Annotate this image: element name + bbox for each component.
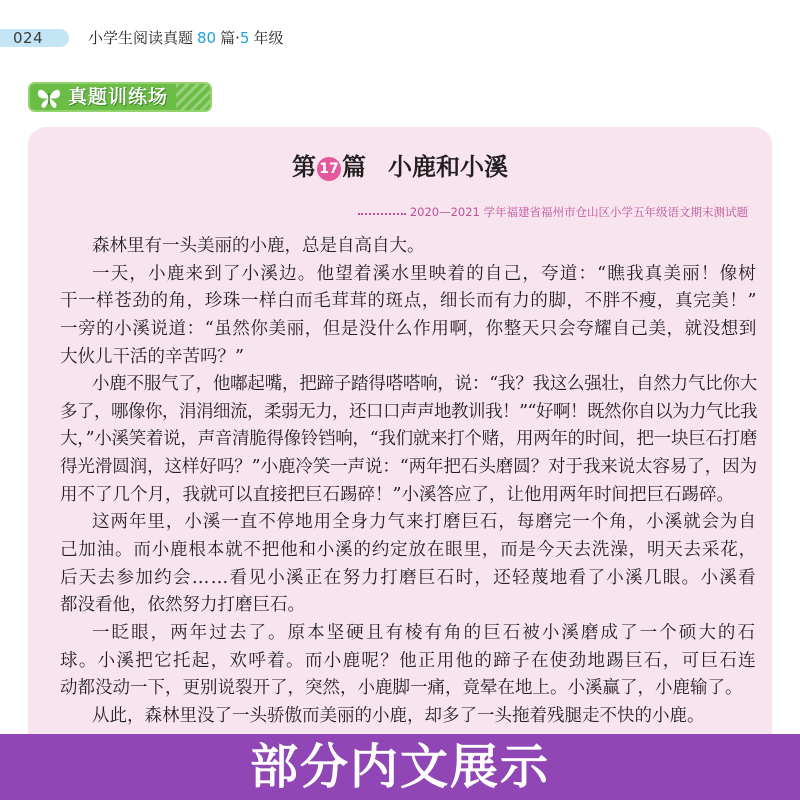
- source-text: 2020—2021 学年福建省福州市仓山区小学五年级语文期末测试题: [409, 205, 748, 219]
- text-line-content: 大伙儿干活的辛苦吗？”: [60, 346, 244, 367]
- text-line-content: 一天，小鹿来到了小溪边。他望着溪水里映着的自己，夸道：“瞧我真美丽！像树: [92, 263, 757, 284]
- text-line: [60, 344, 757, 372]
- page-number-tab: [0, 29, 69, 47]
- text-line: [60, 454, 757, 482]
- text-line-content: 一眨眼，两年过去了。原本坚硬且有棱有角的巨石被小溪磨成了一个硕大的石: [92, 622, 757, 643]
- article-panel: [28, 127, 772, 752]
- text-line: [60, 316, 757, 344]
- text-line: [60, 703, 757, 731]
- text-line: [60, 592, 757, 620]
- text-line: [60, 482, 757, 510]
- text-line: [60, 261, 757, 289]
- badge-stripes: [176, 84, 210, 110]
- text-line-content: 后天去参加约会……看见小溪正在努力打磨巨石时，还轻蔑地看了小溪几眼。小溪看: [60, 567, 757, 588]
- text-line-content: 多了，哪像你，涓涓细流，柔弱无力，还口口声声地教训我！”“好啊！既然你自以为力气比我: [60, 401, 757, 422]
- article-title: [28, 152, 772, 182]
- source-line: [358, 204, 748, 220]
- section-badge: [28, 82, 212, 112]
- book-title: [88, 28, 283, 48]
- article-body: [60, 233, 757, 731]
- grade-unit: 年级: [253, 29, 284, 47]
- text-line: [60, 620, 757, 648]
- text-line-content: 动都没动一下，更别说裂开了，突然，小鹿脚一痛，竟晕在地上。小溪赢了，小鹿输了。: [60, 678, 743, 699]
- section-badge-label: 真题训练场: [68, 86, 169, 108]
- text-line-content: 球。小溪把它托起，欢呼着。而小鹿呢？他正用他的蹄子在使劲地踢巨石，可巨石连: [60, 650, 757, 671]
- text-line: [60, 426, 757, 454]
- page-number: 024: [13, 29, 44, 47]
- footer-banner: [0, 734, 800, 800]
- butterfly-icon: [36, 86, 62, 110]
- article-count-unit: 篇: [220, 29, 236, 47]
- paragraph: [60, 261, 757, 372]
- text-line: [60, 288, 757, 316]
- paragraph: [60, 620, 757, 703]
- text-line-content: 都没看他，依然努力打磨巨石。: [60, 595, 305, 616]
- text-line: [60, 537, 757, 565]
- footer-banner-text: 部分内文展示: [249, 739, 550, 795]
- text-line-content: 一旁的小溪说道：“虽然你美丽，但是没什么作用啊，你整天只会夸耀自己美，就没想到: [60, 318, 757, 339]
- text-line: [60, 399, 757, 427]
- text-line-content: 干一样苍劲的角，珍珠一样白而毛茸茸的斑点，细长而有力的脚，不胖不瘦，真完美！”: [60, 291, 757, 312]
- paragraph: [60, 371, 757, 509]
- book-series-name: 小学生阅读真题: [88, 29, 194, 47]
- text-line: [60, 675, 757, 703]
- text-line-content: 这两年里，小溪一直不停地用全身力气来打磨巨石，每磨完一个角，小溪就会为自: [92, 512, 757, 533]
- paragraph: [60, 703, 757, 731]
- text-line: [60, 371, 757, 399]
- paragraph: [60, 233, 757, 261]
- paragraph: [60, 509, 757, 620]
- text-line-content: 得光滑圆润，这样好吗？”小鹿冷笑一声说：“两年把石头磨圆？对于我来说太容易了，因为: [60, 457, 757, 478]
- title-prefix: 第: [292, 153, 316, 181]
- text-line: [60, 565, 757, 593]
- text-line-content: 森林里有一头美丽的小鹿，总是自高自大。: [92, 236, 425, 256]
- article-count: 80: [197, 29, 217, 47]
- text-line: [60, 648, 757, 676]
- title-separator: ·: [235, 29, 240, 47]
- source-leader: [358, 213, 406, 215]
- text-line-content: 从此，森林里没了一头骄傲而美丽的小鹿，却多了一头拖着残腿走不快的小鹿。: [92, 705, 705, 726]
- text-line-content: 用不了几个月，我就可以直接把巨石踢碎！”小溪答应了，让他用两年时间把巨石踢碎。: [60, 484, 734, 505]
- text-line: [60, 233, 757, 261]
- text-line: [60, 509, 757, 537]
- article-number-badge: 17: [317, 157, 341, 181]
- title-suffix: 篇: [342, 153, 366, 181]
- text-line-content: 己加油。而小鹿根本就不把他和小溪的约定放在眼里，而是今天去洗澡，明天去采花，: [60, 540, 757, 561]
- text-line-content: 小鹿不服气了，他嘟起嘴，把蹄子踏得嗒嗒响，说：“我？我这么强壮，自然力气比你大: [92, 374, 757, 395]
- article-title-text: 小鹿和小溪: [388, 153, 508, 181]
- text-line-content: 大，”小溪笑着说，声音清脆得像铃铛响，“我们就来打个赌，用两年的时间，把一块巨石打磨: [60, 429, 757, 450]
- grade-number: 5: [239, 29, 250, 47]
